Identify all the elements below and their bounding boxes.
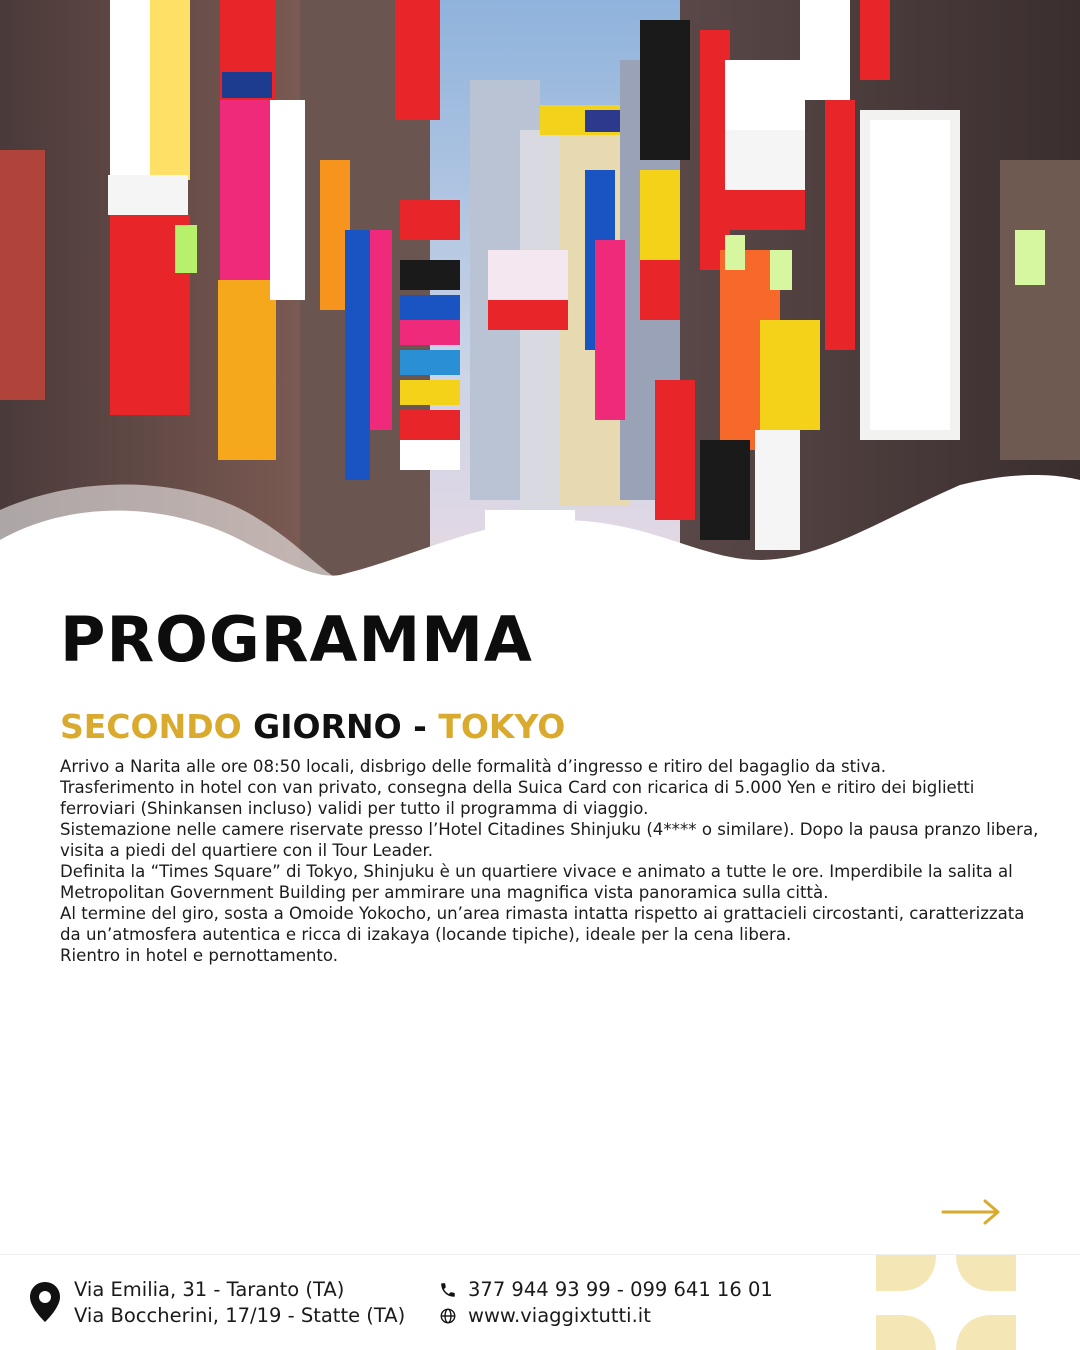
subtitle-giorno: GIORNO - bbox=[253, 707, 439, 746]
program-paragraph: Arrivo a Narita alle ore 08:50 locali, disbrigo delle formalità d’ingresso e ritiro del bagaglio da stiva. bbox=[60, 757, 887, 776]
phone-row bbox=[438, 1277, 773, 1303]
program-paragraph: Definita la “Times Square” di Tokyo, Shinjuku è un quartiere vivace e animato a tutte le ore. Imperdibile la salita al Metropolitan Government Building per ammirare una magnifica vista panoramica sulla città. bbox=[60, 862, 1013, 902]
phone-icon bbox=[438, 1280, 458, 1300]
phone-numbers[interactable]: 377 944 93 99 - 099 641 16 01 bbox=[468, 1278, 773, 1301]
website-row bbox=[438, 1303, 773, 1329]
address-block bbox=[74, 1277, 405, 1329]
next-page-button[interactable] bbox=[940, 1192, 1002, 1232]
program-paragraph: Trasferimento in hotel con van privato, consegna della Suica Card con ricarica di 5.000 Yen e ritiro dei biglietti ferroviari (Shinkansen incluso) validi per tutto il programma di viaggio. bbox=[60, 778, 975, 818]
footer bbox=[0, 1254, 1080, 1350]
page-title: PROGRAMMA bbox=[60, 603, 533, 676]
contacts-block bbox=[438, 1277, 773, 1329]
program-description bbox=[60, 756, 1050, 966]
address-statte: Via Boccherini, 17/19 - Statte (TA) bbox=[74, 1304, 406, 1327]
subtitle-city: TOKYO bbox=[438, 707, 566, 746]
program-paragraph: Sistemazione nelle camere riservate presso l’Hotel Citadines Shinjuku (4**** o similare). Dopo la pausa pranzo libera, visita a piedi del quartiere con il Tour Leader. bbox=[60, 820, 1039, 860]
website-link[interactable]: www.viaggixtutti.it bbox=[468, 1304, 651, 1327]
hero-image bbox=[0, 0, 1080, 590]
globe-icon bbox=[438, 1306, 458, 1326]
program-paragraph: Al termine del giro, sosta a Omoide Yokocho, un’area rimasta intatta rispetto ai grattacieli circostanti, caratterizzata da un’atmosfera autentica e ricca di izakaya (locande tipiche), ideale per la cena libera. bbox=[60, 904, 1025, 944]
subtitle-day: SECONDO bbox=[60, 707, 242, 746]
day-subtitle bbox=[60, 704, 565, 750]
arrow-right-icon bbox=[941, 1197, 1001, 1227]
program-paragraph: Rientro in hotel e pernottamento. bbox=[60, 946, 339, 965]
map-pin-icon bbox=[28, 1281, 62, 1323]
brand-logo bbox=[876, 1255, 1016, 1350]
address-taranto: Via Emilia, 31 - Taranto (TA) bbox=[74, 1278, 345, 1301]
